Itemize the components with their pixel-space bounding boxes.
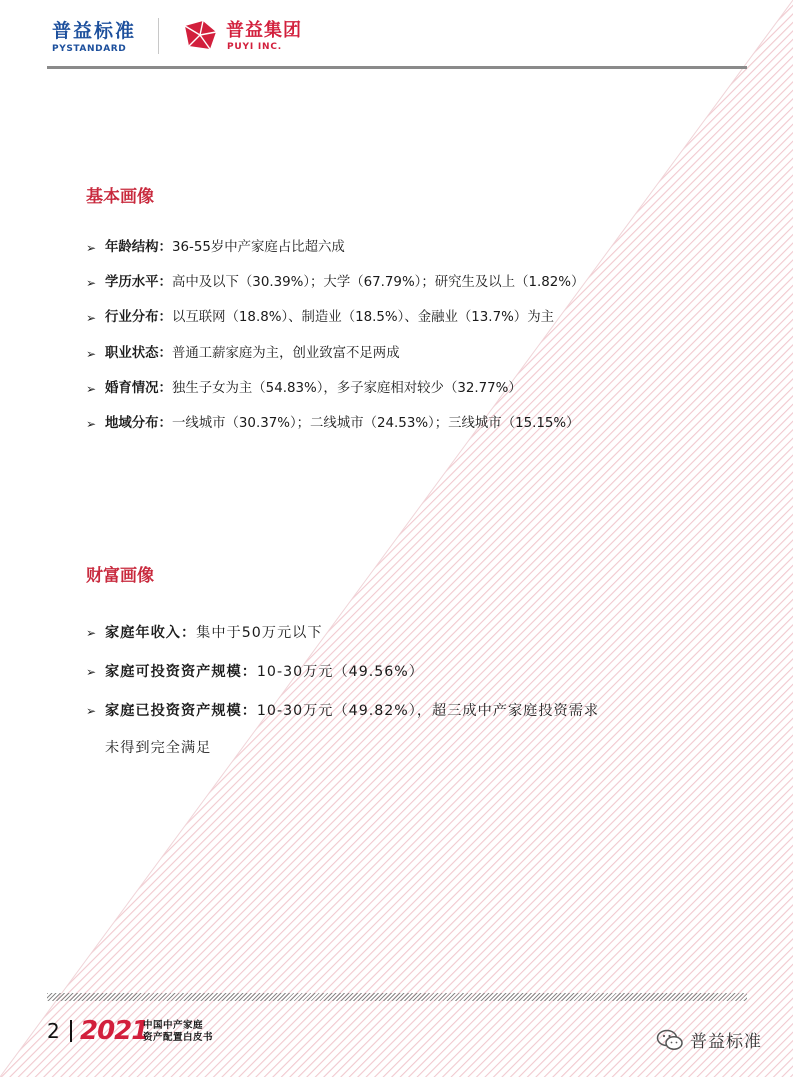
item-text-continuation: 未得到完全满足 [105,740,212,756]
arrow-bullet-icon: ➢ [86,346,97,361]
arrow-bullet-icon: ➢ [86,241,97,255]
pystandard-logo-en: PYSTANDARD [52,44,127,54]
list-item [86,702,726,758]
report-title [143,1020,213,1044]
wechat-watermark [656,1027,762,1052]
arrow-bullet-icon: ➢ [86,276,97,291]
wechat-account-name: 普益标准 [690,1032,762,1052]
logo-separator [158,18,159,54]
page-number: 2 [47,1019,60,1043]
item-text: 独生子女为主（54.83%），多子家庭相对较少（32.77%） [171,380,522,396]
item-text: 36-55岁中产家庭占比超六成 [171,240,345,255]
puyi-logo-cn: 普益集团 [226,20,302,41]
footer-divider [47,993,747,1001]
item-text: 一线城市（30.37%）；二线城市（24.53%）；三线城市（15.15%） [171,415,580,431]
pystandard-logo-cn: 普益标准 [52,20,137,42]
section-wealth-profile [86,565,726,778]
footer-separator [70,1020,72,1042]
arrow-bullet-icon: ➢ [86,704,97,718]
arrow-bullet-icon: ➢ [86,381,97,396]
list-item [86,309,726,327]
item-label: 职业状态： [105,345,172,361]
section-title: 基本画像 [86,187,154,207]
item-text: 高中及以下（30.39%）；大学（67.79%）；研究生及以上（1.82%） [171,275,585,291]
report-year: 2021 [80,1016,149,1046]
item-text: 10-30万元（49.82%），超三成中产家庭投资需求 [256,703,600,719]
item-label: 行业分布： [105,310,172,326]
item-text: 以互联网（18.8%）、制造业（18.5%）、金融业（13.7%）为主 [171,310,554,326]
item-label: 家庭可投资资产规模： [105,664,257,680]
arrow-bullet-icon: ➢ [86,416,97,431]
item-label: 家庭年收入： [105,625,197,641]
item-label: 年龄结构： [105,240,172,255]
list-item [86,239,726,257]
list-item [86,624,726,643]
bullet-list [86,239,726,433]
item-label: 地域分布： [105,415,172,431]
item-label: 婚育情况： [105,380,172,396]
bullet-list [86,624,726,758]
item-text: 10-30万元（49.56%） [256,664,424,680]
list-item [86,415,726,433]
report-title-line1: 中国中产家庭 [143,1020,204,1031]
arrow-bullet-icon: ➢ [86,665,97,679]
item-text: 集中于50万元以下 [196,625,323,641]
puyi-logo-en: PUYI INC. [227,42,283,52]
section-basic-profile [86,186,726,450]
item-label: 家庭已投资资产规模： [105,703,257,719]
list-item [86,274,726,292]
arrow-bullet-icon: ➢ [86,311,97,326]
item-text: 普通工薪家庭为主，创业致富不足两成 [171,345,400,361]
puyi-logo-icon [183,20,217,50]
list-item [86,345,726,363]
arrow-bullet-icon: ➢ [86,626,97,640]
header-divider [47,66,747,69]
item-label: 学历水平： [105,275,172,291]
list-item [86,663,726,682]
pystandard-logo [52,20,152,55]
wechat-icon [656,1028,684,1052]
section-title: 财富画像 [86,566,154,586]
report-title-line2: 资产配置白皮书 [143,1032,214,1043]
list-item [86,380,726,398]
page-header [0,0,793,70]
